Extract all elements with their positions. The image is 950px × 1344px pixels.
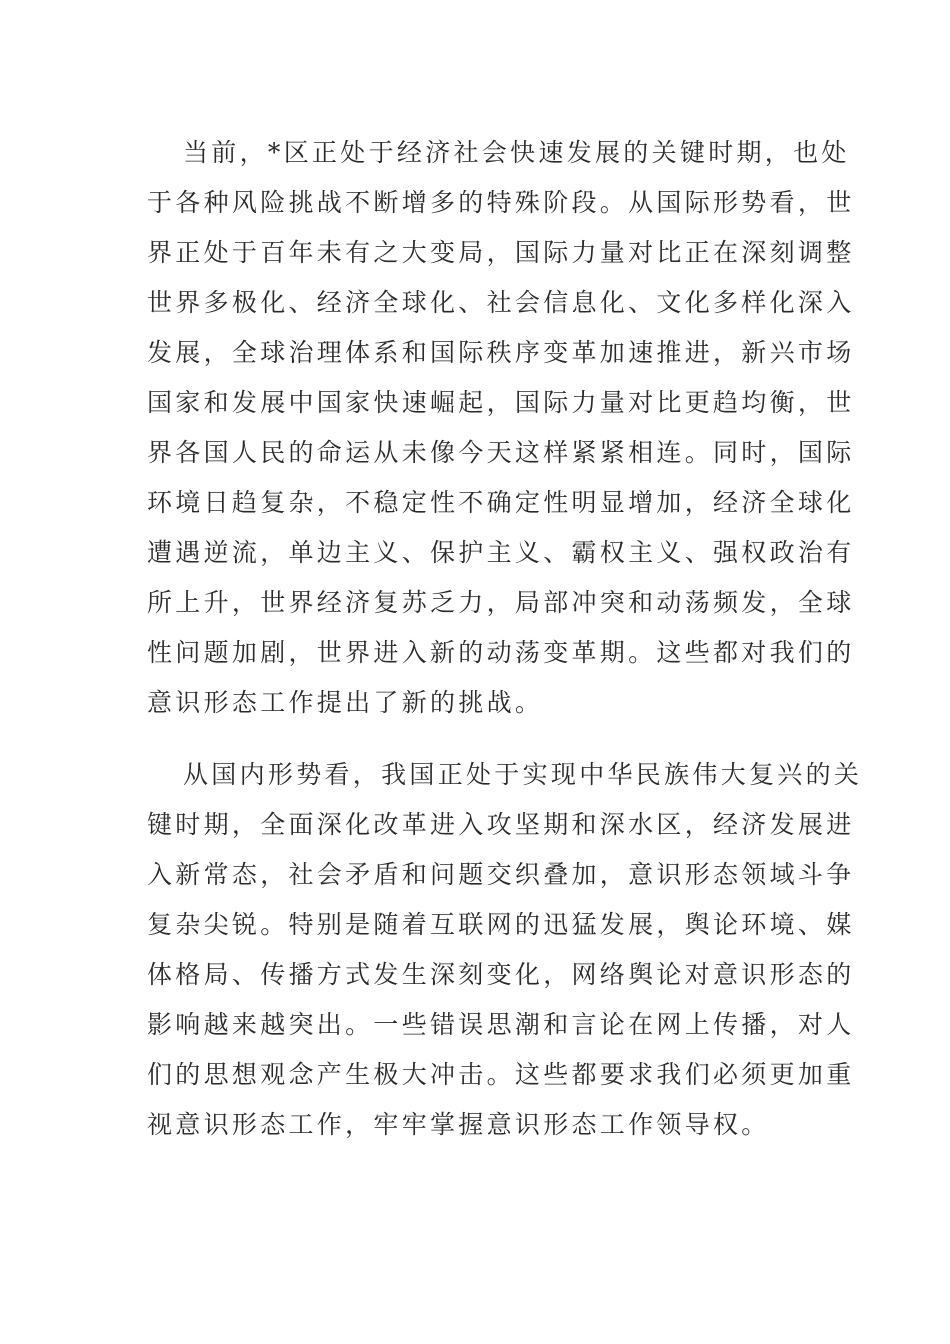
paragraph-2 [147, 750, 863, 1150]
text-line: 环境日趋复杂，不稳定性不确定性明显增加，经济全球化 [147, 488, 855, 517]
text-line: 发展，全球治理体系和国际秩序变革加速推进，新兴市场 [147, 338, 855, 367]
paragraph-spacer [147, 728, 807, 750]
text-line: 入新常态，社会矛盾和问题交织叠加，意识形态领域斗争 [147, 860, 855, 889]
text-line: 从国内形势看，我国正处于实现中华民族伟大复兴的关 [183, 760, 863, 789]
text-line: 复杂尖锐。特别是随着互联网的迅猛发展，舆论环境、媒 [147, 910, 855, 939]
text-line: 影响越来越突出。一些错误思潮和言论在网上传播，对人 [147, 1010, 855, 1039]
text-line: 国家和发展中国家快速崛起，国际力量对比更趋均衡，世 [147, 388, 855, 417]
text-line: 意识形态工作提出了新的挑战。 [147, 688, 544, 717]
text-line: 所上升，世界经济复苏乏力，局部冲突和动荡频发，全球 [147, 588, 855, 617]
text-line: 体格局、传播方式发生深刻变化，网络舆论对意识形态的 [147, 960, 855, 989]
text-line: 键时期，全面深化改革进入攻坚期和深水区，经济发展进 [147, 810, 855, 839]
document-body [147, 128, 863, 1150]
text-line: 们的思想观念产生极大冲击。这些都要求我们必须更加重 [147, 1060, 855, 1089]
paragraph-1 [147, 128, 855, 728]
text-line: 性问题加剧，世界进入新的动荡变革期。这些都对我们的 [147, 638, 855, 667]
text-line: 视意识形态工作，牢牢掌握意识形态工作领导权。 [147, 1110, 770, 1139]
text-line: 当前，*区正处于经济社会快速发展的关键时期，也处 [183, 138, 850, 167]
text-line: 于各种风险挑战不断增多的特殊阶段。从国际形势看，世 [147, 188, 855, 217]
text-line: 世界多极化、经济全球化、社会信息化、文化多样化深入 [147, 288, 855, 317]
text-line: 界各国人民的命运从未像今天这样紧紧相连。同时，国际 [147, 438, 855, 467]
text-line: 遭遇逆流，单边主义、保护主义、霸权主义、强权政治有 [147, 538, 855, 567]
text-line: 界正处于百年未有之大变局，国际力量对比正在深刻调整 [147, 238, 855, 267]
